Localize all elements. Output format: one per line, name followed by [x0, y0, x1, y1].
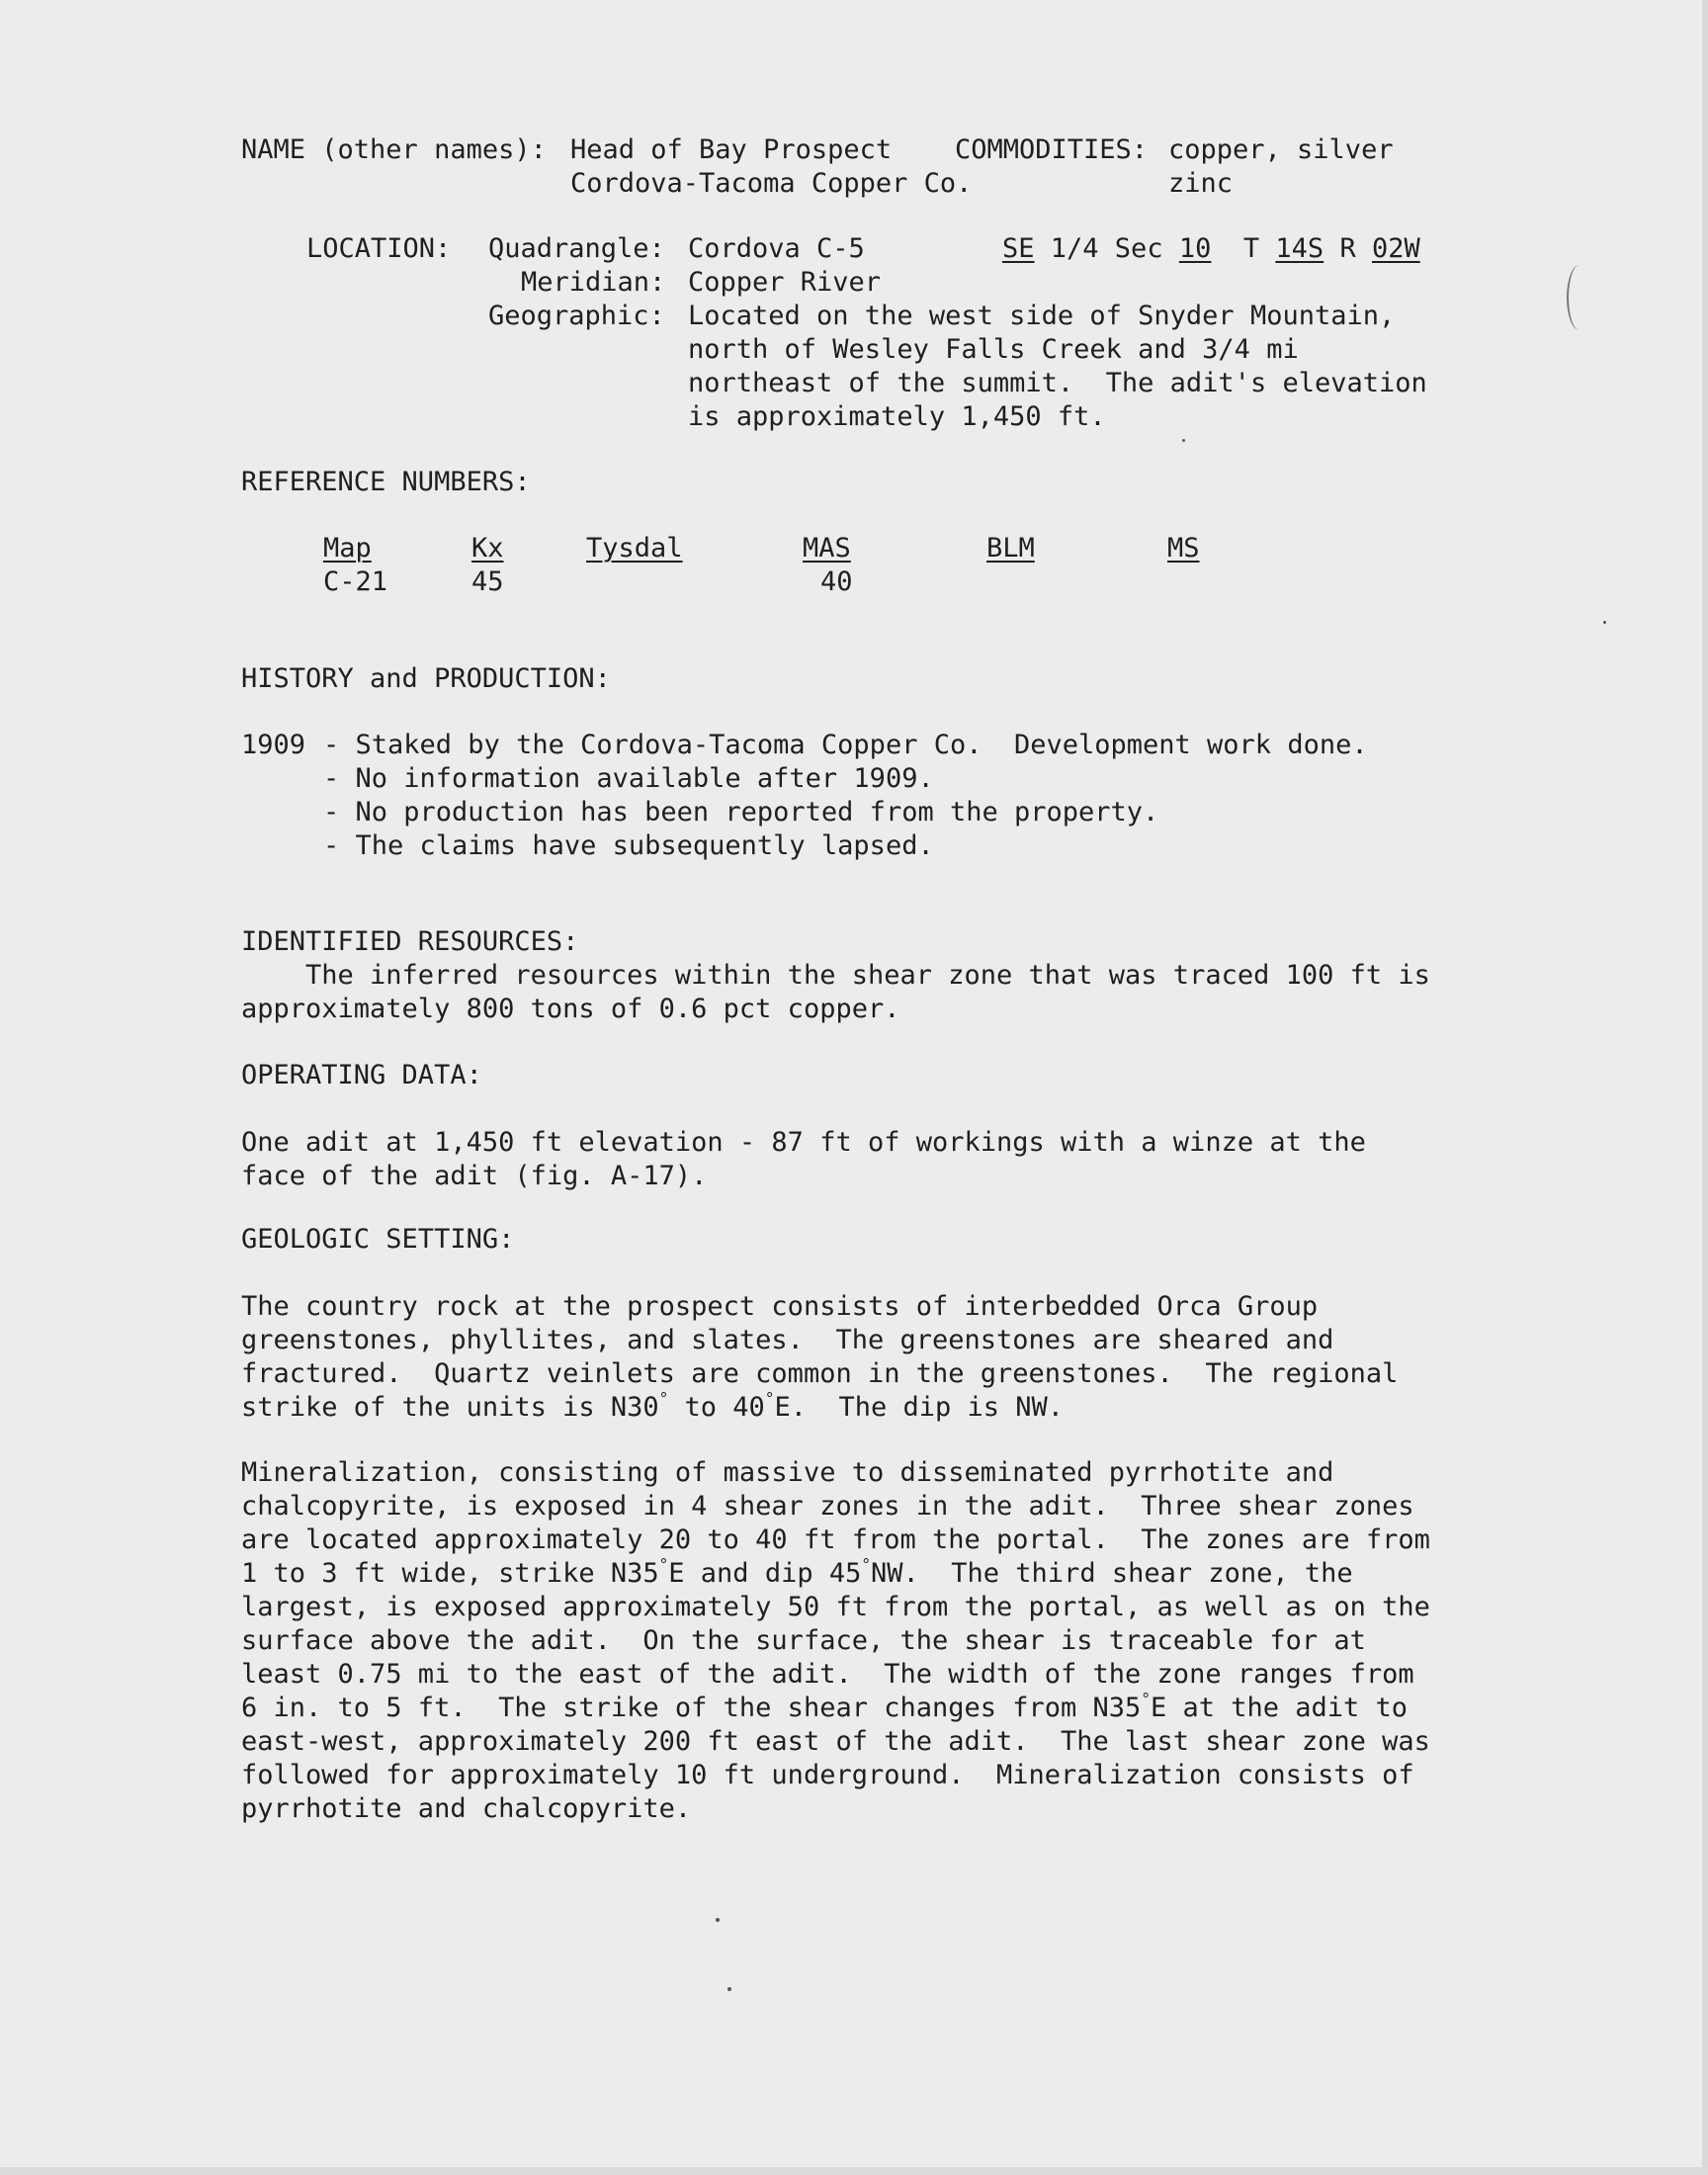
- operating-line: One adit at 1,450 ft elevation - 87 ft of workings with a winze at the: [241, 1127, 1366, 1158]
- mineralization-width-line: 1 to 3 ft wide, strike N35°E and dip 45°NW. The third shear zone, the: [241, 1555, 1353, 1589]
- history-line: - Staked by the Cordova-Tacoma Copper Co. Development work done.: [323, 730, 1368, 760]
- ref-kx-header: Kx: [471, 533, 504, 564]
- ref-kx-value: 45: [471, 566, 504, 597]
- mineralization-line: chalcopyrite, is exposed in 4 shear zones in the adit. Three shear zones: [241, 1491, 1414, 1522]
- geologic-heading: GEOLOGIC SETTING:: [241, 1224, 515, 1255]
- history-line: - No information available after 1909.: [323, 763, 934, 794]
- geologic-strike-line: strike of the units is N30° to 40°E. The dip is NW.: [241, 1389, 1065, 1423]
- geographic-line: north of Wesley Falls Creek and 3/4 mi: [688, 334, 1299, 365]
- operating-line: face of the adit (fig. A-17).: [241, 1161, 708, 1191]
- location-label: LOCATION:: [306, 233, 452, 264]
- operating-heading: OPERATING DATA:: [241, 1060, 482, 1090]
- resources-heading: IDENTIFIED RESOURCES:: [241, 926, 579, 957]
- ref-map-value: C-21: [323, 566, 388, 597]
- ref-blm-header: BLM: [986, 533, 1035, 564]
- margin-bracket-mark: [1567, 265, 1592, 330]
- scan-speck: [727, 1987, 731, 1991]
- mineralization-line: largest, is exposed approximately 50 ft from the portal, as well as on the: [241, 1592, 1430, 1622]
- commodities-secondary: zinc: [1168, 168, 1234, 199]
- degree-symbol: °: [1141, 1690, 1151, 1708]
- scan-speck: [1603, 621, 1606, 624]
- scan-edge-right: [1702, 0, 1708, 2175]
- commodities-label: COMMODITIES:: [955, 134, 1149, 165]
- resources-line: The inferred resources within the shear zone that was traced 100 ft is: [241, 960, 1430, 991]
- meridian-label: Meridian:: [521, 267, 666, 298]
- geographic-line: Located on the west side of Snyder Mountain,: [688, 301, 1396, 331]
- mineralization-line: east-west, approximately 200 ft east of the adit. The last shear zone was: [241, 1726, 1430, 1757]
- scan-speck: [716, 1918, 720, 1922]
- geologic-line: The country rock at the prospect consists of interbedded Orca Group: [241, 1291, 1319, 1322]
- mineralization-line: least 0.75 mi to the east of the adit. The width of the zone ranges from: [241, 1659, 1414, 1690]
- township-value: 14S: [1275, 233, 1324, 264]
- legal-description: [1002, 232, 1420, 266]
- history-heading: HISTORY and PRODUCTION:: [241, 663, 611, 694]
- geologic-line: fractured. Quartz veinlets are common in the greenstones. The regional: [241, 1358, 1399, 1389]
- history-year: 1909: [241, 730, 306, 760]
- quadrangle-value: Cordova C-5: [688, 233, 865, 264]
- reference-heading: REFERENCE NUMBERS:: [241, 467, 531, 497]
- history-line: - The claims have subsequently lapsed.: [323, 830, 934, 861]
- quarter-suffix: 1/4 Sec: [1050, 233, 1163, 264]
- geographic-label: Geographic:: [488, 301, 665, 331]
- geographic-line: northeast of the summit. The adit's elevation: [688, 368, 1427, 398]
- scan-speck: [1182, 439, 1185, 442]
- mineralization-line: surface above the adit. On the surface, the shear is traceable for at: [241, 1625, 1366, 1656]
- history-line: - No production has been reported from the property.: [323, 797, 1159, 827]
- ref-mas-header: MAS: [803, 533, 851, 564]
- resources-line: approximately 800 tons of 0.6 pct copper.: [241, 994, 900, 1024]
- mineralization-line: pyrrhotite and chalcopyrite.: [241, 1793, 692, 1824]
- name-label: NAME (other names):: [241, 134, 547, 165]
- mineralization-strike-line: 6 in. to 5 ft. The strike of the shear changes from N35°E at the adit to: [241, 1690, 1409, 1723]
- mineralization-line: followed for approximately 10 ft underground. Mineralization consists of: [241, 1760, 1414, 1790]
- ref-mas-value: 40: [820, 566, 853, 597]
- degree-symbol: °: [764, 1389, 775, 1408]
- quarter-value: SE: [1002, 233, 1035, 264]
- range-value: 02W: [1371, 233, 1420, 264]
- ref-ms-header: MS: [1167, 533, 1200, 564]
- degree-symbol: °: [658, 1555, 669, 1574]
- section-value: 10: [1178, 233, 1212, 264]
- mineralization-line: are located approximately 20 to 40 ft from the portal. The zones are from: [241, 1524, 1430, 1555]
- range-label: R: [1339, 233, 1356, 264]
- name-other: Cordova-Tacoma Copper Co.: [570, 168, 973, 199]
- degree-symbol: °: [658, 1389, 669, 1408]
- degree-symbol: °: [861, 1555, 871, 1574]
- mineralization-line: Mineralization, consisting of massive to disseminated pyrrhotite and: [241, 1457, 1334, 1488]
- commodities-primary: copper, silver: [1168, 134, 1394, 165]
- name-primary: Head of Bay Prospect: [570, 134, 893, 165]
- geologic-line: greenstones, phyllites, and slates. The greenstones are sheared and: [241, 1325, 1334, 1355]
- quadrangle-label: Quadrangle:: [488, 233, 665, 264]
- geographic-line: is approximately 1,450 ft.: [688, 401, 1106, 432]
- scan-edge-bottom: [0, 2167, 1708, 2175]
- township-label: T: [1242, 233, 1260, 264]
- ref-map-header: Map: [323, 533, 372, 564]
- ref-tysdal-header: Tysdal: [586, 533, 683, 564]
- meridian-value: Copper River: [688, 267, 882, 298]
